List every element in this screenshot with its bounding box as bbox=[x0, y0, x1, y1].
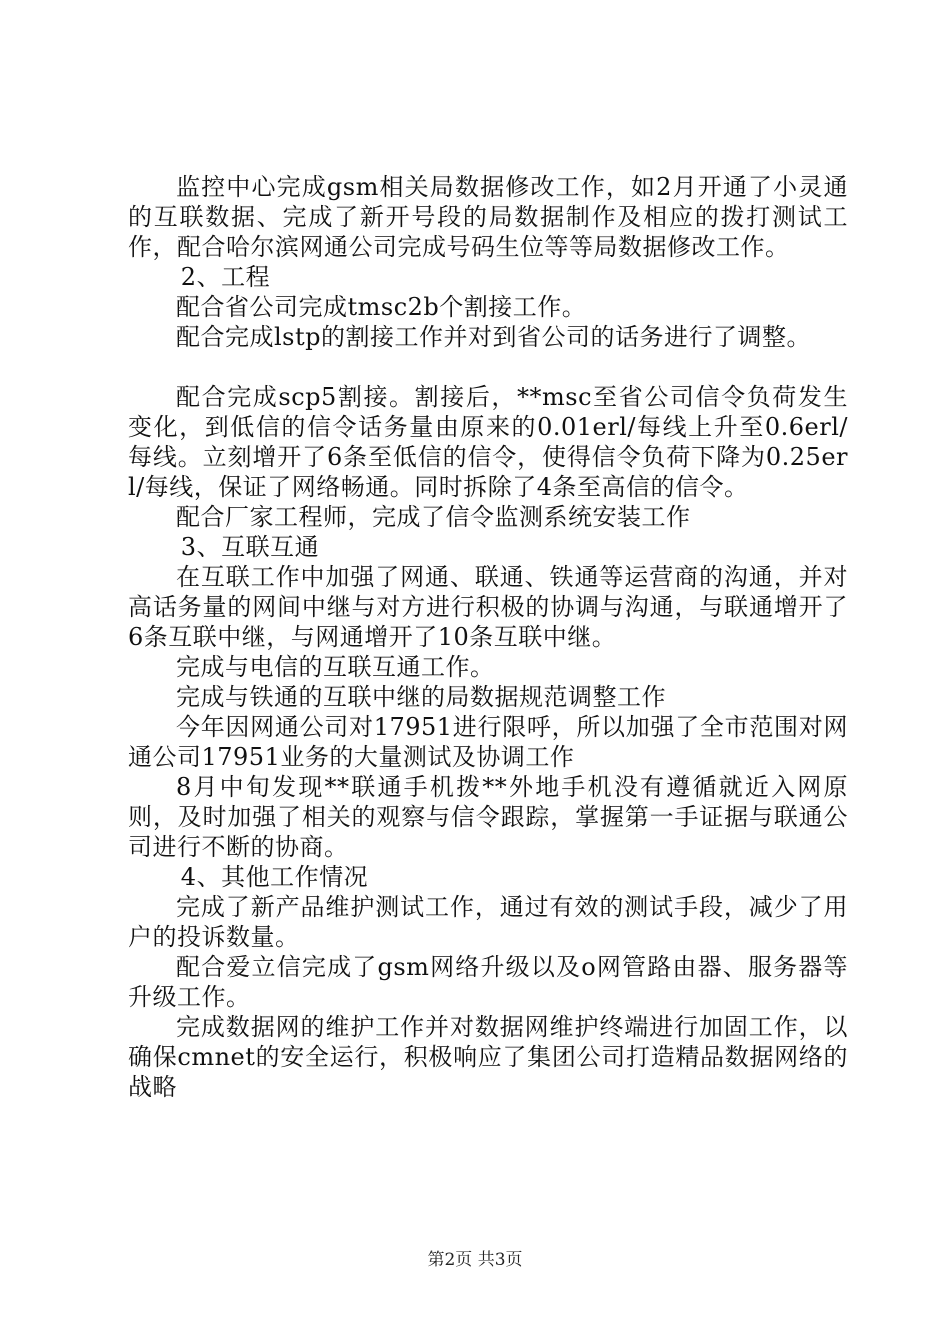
section-heading-interconnection: 3、互联互通 bbox=[180, 533, 320, 561]
paragraph-unicom-routing: 8月中旬发现**联通手机拨**外地手机没有遵循就近入网原则，及时加强了相关的观察与信令跟踪，掌握第一手证据与联通公司进行不断的协商。 bbox=[128, 773, 848, 861]
paragraph-signaling-monitor: 配合厂家工程师，完成了信令监测系统安装工作 bbox=[176, 503, 691, 531]
paragraph-scp5: 配合完成scp5割接。割接后，**msc至省公司信令负荷发生变化，到低信的信令话务量由原来的0.01erl/每线上升至0.6erl/每线。立刻增开了6条至低信的信令，使得信令负荷下降为0.25erl/每线，保证了网络畅通。同时拆除了4条至高信的信令。 bbox=[128, 383, 848, 501]
paragraph-tietong-trunk: 完成与铁通的互联中继的局数据规范调整工作 bbox=[176, 683, 666, 711]
section-heading-other-work: 4、其他工作情况 bbox=[180, 863, 369, 891]
paragraph-17951-testing: 今年因网通公司对17951进行限呼，所以加强了全市范围对网通公司17951业务的大量测试及协调工作 bbox=[128, 713, 848, 771]
paragraph-tmsc2b: 配合省公司完成tmsc2b个割接工作。 bbox=[176, 293, 587, 321]
paragraph-lstp: 配合完成lstp的割接工作并对到省公司的话务进行了调整。 bbox=[176, 323, 811, 351]
paragraph-interconnection-work: 在互联工作中加强了网通、联通、铁通等运营商的沟通，并对高话务量的网间中继与对方进行积极的协调与沟通，与联通增开了6条互联中继，与网通增开了10条互联中继。 bbox=[128, 563, 848, 651]
paragraph-ericsson-upgrade: 配合爱立信完成了gsm网络升级以及o网管路由器、服务器等升级工作。 bbox=[128, 953, 848, 1011]
document-body bbox=[128, 172, 848, 1102]
paragraph-monitoring-center: 监控中心完成gsm相关局数据修改工作，如2月开通了小灵通的互联数据、完成了新开号段的局数据制作及相应的拨打测试工作，配合哈尔滨网通公司完成号码生位等等局数据修改工作。 bbox=[128, 173, 848, 261]
section-heading-engineering: 2、工程 bbox=[180, 263, 271, 291]
paragraph-new-product-testing: 完成了新产品维护测试工作，通过有效的测试手段，减少了用户的投诉数量。 bbox=[128, 893, 848, 951]
paragraph-telecom-interconnection: 完成与电信的互联互通工作。 bbox=[176, 653, 495, 681]
page-number-footer: 第2页 共3页 bbox=[427, 1250, 523, 1270]
paragraph-data-network: 完成数据网的维护工作并对数据网维护终端进行加固工作，以确保cmnet的安全运行，积极响应了集团公司打造精品数据网络的战略 bbox=[128, 1013, 848, 1101]
